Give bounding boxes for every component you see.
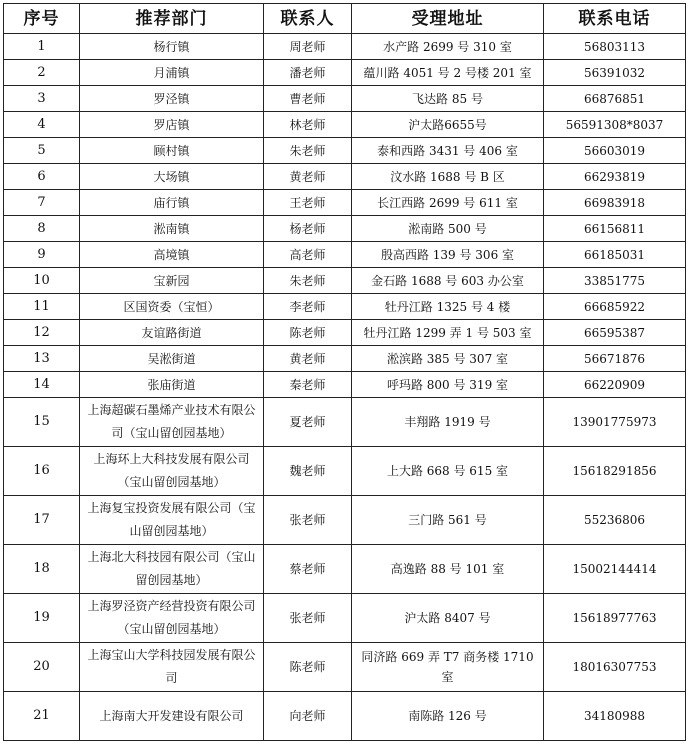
row-phone: 56803113 bbox=[544, 34, 686, 60]
row-no: 7 bbox=[4, 190, 80, 216]
row-address: 泰和西路 3431 号 406 室 bbox=[352, 138, 544, 164]
row-phone: 56391032 bbox=[544, 60, 686, 86]
row-dept: 吴淞街道 bbox=[80, 346, 264, 372]
row-phone: 56591308*8037 bbox=[544, 112, 686, 138]
header-contact: 联系人 bbox=[264, 4, 352, 34]
table-body bbox=[4, 34, 686, 741]
header-row bbox=[4, 4, 686, 34]
row-phone: 66293819 bbox=[544, 164, 686, 190]
row-phone: 15618291856 bbox=[544, 447, 686, 496]
row-address: 长江西路 2699 号 611 室 bbox=[352, 190, 544, 216]
row-no: 12 bbox=[4, 320, 80, 346]
row-dept: 大场镇 bbox=[80, 164, 264, 190]
table-row bbox=[4, 320, 686, 346]
row-address: 淞滨路 385 号 307 室 bbox=[352, 346, 544, 372]
header-phone: 联系电话 bbox=[544, 4, 686, 34]
row-contact: 陈老师 bbox=[264, 320, 352, 346]
row-phone: 66685922 bbox=[544, 294, 686, 320]
row-no: 14 bbox=[4, 372, 80, 398]
row-contact: 林老师 bbox=[264, 112, 352, 138]
row-dept: 杨行镇 bbox=[80, 34, 264, 60]
row-phone: 33851775 bbox=[544, 268, 686, 294]
row-no: 18 bbox=[4, 545, 80, 594]
row-address: 沪太路6655号 bbox=[352, 112, 544, 138]
row-contact: 李老师 bbox=[264, 294, 352, 320]
row-dept: 宝新园 bbox=[80, 268, 264, 294]
row-contact: 秦老师 bbox=[264, 372, 352, 398]
row-dept: 上海罗泾资产经营投资有限公司（宝山留创园基地） bbox=[80, 594, 264, 643]
row-contact: 张老师 bbox=[264, 594, 352, 643]
table-row bbox=[4, 447, 686, 496]
row-contact: 朱老师 bbox=[264, 138, 352, 164]
row-no: 5 bbox=[4, 138, 80, 164]
row-dept: 月浦镇 bbox=[80, 60, 264, 86]
row-address: 蕴川路 4051 号 2 号楼 201 室 bbox=[352, 60, 544, 86]
row-dept: 张庙街道 bbox=[80, 372, 264, 398]
row-no: 10 bbox=[4, 268, 80, 294]
row-dept: 罗店镇 bbox=[80, 112, 264, 138]
row-dept: 上海宝山大学科技园发展有限公司 bbox=[80, 643, 264, 692]
table-row bbox=[4, 398, 686, 447]
row-no: 8 bbox=[4, 216, 80, 242]
row-no: 2 bbox=[4, 60, 80, 86]
row-no: 9 bbox=[4, 242, 80, 268]
row-dept: 上海环上大科技发展有限公司（宝山留创园基地） bbox=[80, 447, 264, 496]
row-address: 飞达路 85 号 bbox=[352, 86, 544, 112]
table-row bbox=[4, 164, 686, 190]
row-contact: 魏老师 bbox=[264, 447, 352, 496]
row-contact: 高老师 bbox=[264, 242, 352, 268]
table-row bbox=[4, 60, 686, 86]
row-phone: 13901775973 bbox=[544, 398, 686, 447]
row-phone: 15618977763 bbox=[544, 594, 686, 643]
row-phone: 56671876 bbox=[544, 346, 686, 372]
row-phone: 56603019 bbox=[544, 138, 686, 164]
row-dept: 上海复宝投资发展有限公司（宝山留创园基地） bbox=[80, 496, 264, 545]
row-phone: 34180988 bbox=[544, 692, 686, 741]
row-dept: 上海北大科技园有限公司（宝山留创园基地） bbox=[80, 545, 264, 594]
table-row bbox=[4, 34, 686, 60]
row-dept: 淞南镇 bbox=[80, 216, 264, 242]
table-row bbox=[4, 692, 686, 741]
table-row bbox=[4, 216, 686, 242]
row-no: 19 bbox=[4, 594, 80, 643]
table-row bbox=[4, 346, 686, 372]
row-phone: 66185031 bbox=[544, 242, 686, 268]
table-row bbox=[4, 112, 686, 138]
row-address: 南陈路 126 号 bbox=[352, 692, 544, 741]
table-row bbox=[4, 268, 686, 294]
row-dept: 罗泾镇 bbox=[80, 86, 264, 112]
row-no: 3 bbox=[4, 86, 80, 112]
table-row bbox=[4, 594, 686, 643]
row-address: 沪太路 8407 号 bbox=[352, 594, 544, 643]
contact-table bbox=[3, 3, 686, 741]
row-address: 殷高西路 139 号 306 室 bbox=[352, 242, 544, 268]
row-contact: 黄老师 bbox=[264, 164, 352, 190]
row-address: 水产路 2699 号 310 室 bbox=[352, 34, 544, 60]
row-contact: 曹老师 bbox=[264, 86, 352, 112]
row-address: 三门路 561 号 bbox=[352, 496, 544, 545]
row-phone: 66876851 bbox=[544, 86, 686, 112]
row-address: 同济路 669 弄 T7 商务楼 1710 室 bbox=[352, 643, 544, 692]
table-row bbox=[4, 294, 686, 320]
row-phone: 55236806 bbox=[544, 496, 686, 545]
table-row bbox=[4, 86, 686, 112]
row-address: 高逸路 88 号 101 室 bbox=[352, 545, 544, 594]
row-phone: 66156811 bbox=[544, 216, 686, 242]
row-phone: 66595387 bbox=[544, 320, 686, 346]
row-address: 牡丹江路 1325 号 4 楼 bbox=[352, 294, 544, 320]
table-row bbox=[4, 496, 686, 545]
row-contact: 王老师 bbox=[264, 190, 352, 216]
row-dept: 顾村镇 bbox=[80, 138, 264, 164]
table-row bbox=[4, 545, 686, 594]
row-contact: 夏老师 bbox=[264, 398, 352, 447]
row-dept: 高境镇 bbox=[80, 242, 264, 268]
table-row bbox=[4, 643, 686, 692]
row-address: 呼玛路 800 号 319 室 bbox=[352, 372, 544, 398]
row-address: 牡丹江路 1299 弄 1 号 503 室 bbox=[352, 320, 544, 346]
row-address: 丰翔路 1919 号 bbox=[352, 398, 544, 447]
row-no: 4 bbox=[4, 112, 80, 138]
row-no: 11 bbox=[4, 294, 80, 320]
row-phone: 15002144414 bbox=[544, 545, 686, 594]
row-phone: 66983918 bbox=[544, 190, 686, 216]
row-contact: 陈老师 bbox=[264, 643, 352, 692]
row-dept: 上海南大开发建设有限公司 bbox=[80, 692, 264, 741]
row-contact: 杨老师 bbox=[264, 216, 352, 242]
row-contact: 蔡老师 bbox=[264, 545, 352, 594]
row-contact: 向老师 bbox=[264, 692, 352, 741]
row-phone: 18016307753 bbox=[544, 643, 686, 692]
header-dept: 推荐部门 bbox=[80, 4, 264, 34]
table-row bbox=[4, 138, 686, 164]
header-no: 序号 bbox=[4, 4, 80, 34]
row-no: 20 bbox=[4, 643, 80, 692]
row-address: 金石路 1688 号 603 办公室 bbox=[352, 268, 544, 294]
row-address: 汶水路 1688 号 B 区 bbox=[352, 164, 544, 190]
row-dept: 上海超碳石墨烯产业技术有限公司（宝山留创园基地） bbox=[80, 398, 264, 447]
row-no: 6 bbox=[4, 164, 80, 190]
header-address: 受理地址 bbox=[352, 4, 544, 34]
row-contact: 朱老师 bbox=[264, 268, 352, 294]
table-row bbox=[4, 190, 686, 216]
row-address: 淞南路 500 号 bbox=[352, 216, 544, 242]
row-contact: 黄老师 bbox=[264, 346, 352, 372]
row-contact: 潘老师 bbox=[264, 60, 352, 86]
row-dept: 区国资委（宝恒） bbox=[80, 294, 264, 320]
row-phone: 66220909 bbox=[544, 372, 686, 398]
row-no: 21 bbox=[4, 692, 80, 741]
row-dept: 庙行镇 bbox=[80, 190, 264, 216]
row-no: 1 bbox=[4, 34, 80, 60]
row-contact: 张老师 bbox=[264, 496, 352, 545]
table-row bbox=[4, 242, 686, 268]
row-contact: 周老师 bbox=[264, 34, 352, 60]
row-no: 17 bbox=[4, 496, 80, 545]
table-row bbox=[4, 372, 686, 398]
row-no: 13 bbox=[4, 346, 80, 372]
row-address: 上大路 668 号 615 室 bbox=[352, 447, 544, 496]
row-no: 15 bbox=[4, 398, 80, 447]
row-dept: 友谊路街道 bbox=[80, 320, 264, 346]
row-no: 16 bbox=[4, 447, 80, 496]
